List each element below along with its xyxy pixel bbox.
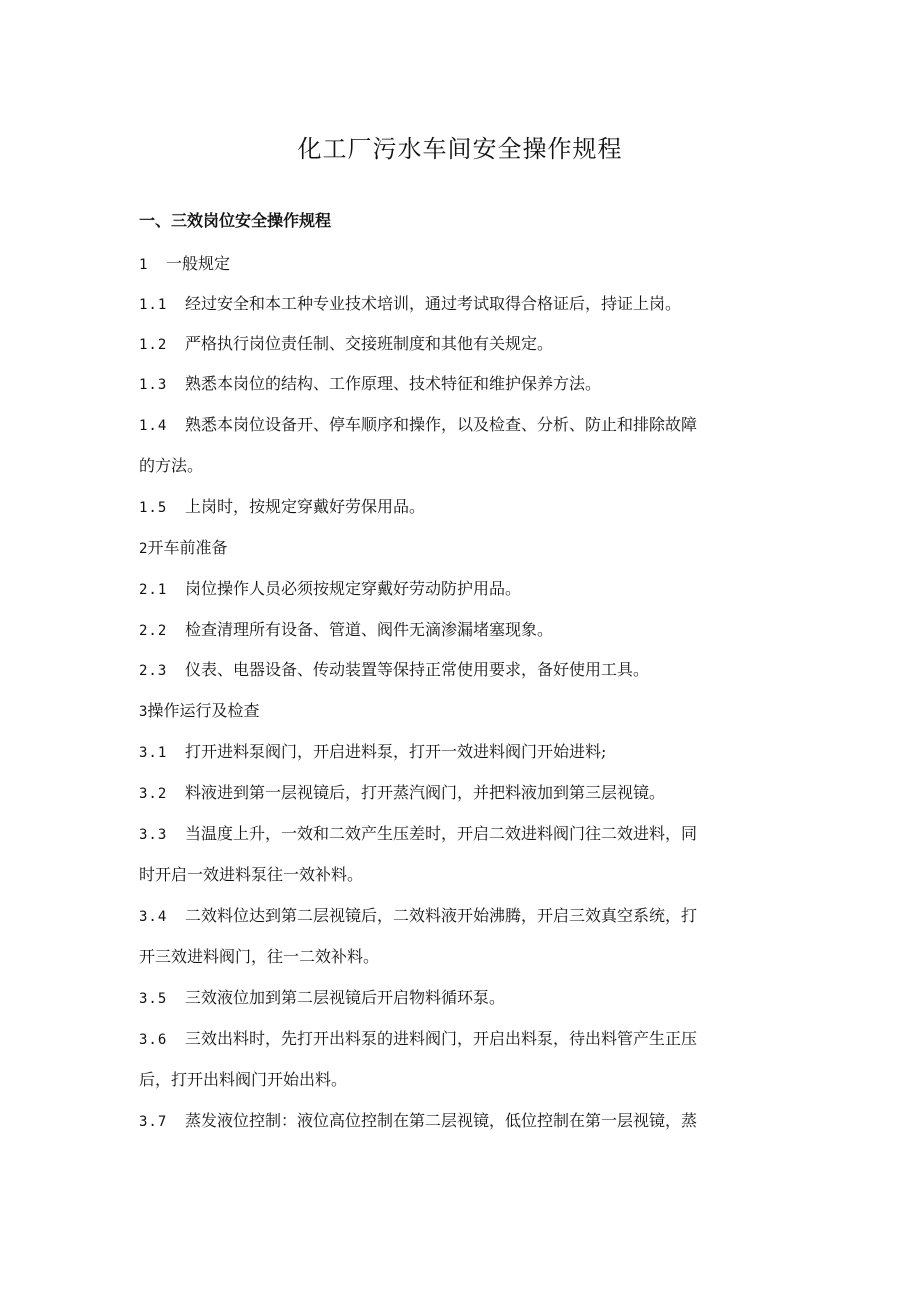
item-number: 1.4 <box>139 418 168 434</box>
item-text: 经过安全和本工种专业技术培训，通过考试取得合格证后，持证上岗。 <box>185 294 682 313</box>
item-text-continuation: 时开启一效进料泵往一效补料。 <box>139 865 364 884</box>
item-text: 二效料位达到第二层视镜后，二效料液开始沸腾，开启三效真空系统，打 <box>185 906 698 925</box>
section-heading: 一、三效岗位安全操作规程 <box>139 211 332 230</box>
subsection-heading <box>139 533 227 564</box>
list-item-continuation <box>139 860 363 890</box>
list-item <box>139 901 697 932</box>
item-number: 1.1 <box>139 297 168 313</box>
item-text-continuation: 开三效进料阀门，往一二效补料。 <box>139 947 380 966</box>
item-number: 1 <box>139 257 148 273</box>
item-text: 仪表、电器设备、传动装置等保持正常使用要求，备好使用工具。 <box>185 660 650 679</box>
list-item-continuation <box>139 1065 347 1095</box>
item-text-continuation: 的方法。 <box>139 456 204 475</box>
list-item <box>139 289 681 320</box>
item-text: 严格执行岗位责任制、交接班制度和其他有关规定。 <box>185 334 554 353</box>
list-item <box>139 983 505 1014</box>
list-item <box>139 369 601 400</box>
item-text: 三效液位加到第二层视镜后开启物料循环泵。 <box>185 988 506 1007</box>
subsection-heading <box>139 249 230 280</box>
item-number: 2.1 <box>139 582 168 598</box>
item-text: 开车前准备 <box>147 538 228 557</box>
item-text: 上岗时，按规定穿戴好劳保用品。 <box>185 497 426 516</box>
item-number: 3.3 <box>139 827 168 843</box>
item-text: 一般规定 <box>166 254 231 273</box>
list-item-continuation <box>139 451 203 481</box>
list-item <box>139 329 553 360</box>
subsection-heading <box>139 696 259 727</box>
list-item <box>139 1106 697 1137</box>
item-text: 料液进到第一层视镜后，打开蒸汽阀门，并把料液加到第三层视镜。 <box>185 783 666 802</box>
item-text: 岗位操作人员必须按规定穿戴好劳动防护用品。 <box>185 579 522 598</box>
document-title: 化工厂污水车间安全操作规程 <box>297 135 623 163</box>
item-number: 3.2 <box>139 786 168 802</box>
item-number: 3.5 <box>139 991 168 1007</box>
list-item <box>139 778 665 809</box>
item-number: 3.1 <box>139 745 168 761</box>
item-number: 2 <box>139 541 148 557</box>
list-item <box>139 819 697 850</box>
list-item <box>139 492 425 523</box>
list-item <box>139 410 697 441</box>
list-item <box>139 574 521 605</box>
list-item <box>139 737 606 768</box>
item-number: 3 <box>139 704 148 720</box>
item-number: 1.5 <box>139 500 168 516</box>
item-text: 熟悉本岗位的结构、工作原理、技术特征和维护保养方法。 <box>185 374 602 393</box>
item-number: 2.2 <box>139 623 168 639</box>
item-text: 熟悉本岗位设备开、停车顺序和操作，以及检查、分析、防止和排除故障 <box>185 415 698 434</box>
item-text: 当温度上升，一效和二效产生压差时，开启二效进料阀门往二效进料，同 <box>185 824 698 843</box>
list-item <box>139 655 649 686</box>
list-item <box>139 615 553 646</box>
item-text: 蒸发液位控制：液位高位控制在第二层视镜，低位控制在第一层视镜，蒸 <box>185 1111 698 1130</box>
item-number: 3.4 <box>139 909 168 925</box>
list-item-continuation <box>139 942 379 972</box>
list-item <box>139 1024 697 1055</box>
item-text: 三效出料时，先打开出料泵的进料阀门，开启出料泵，待出料管产生正压 <box>185 1029 698 1048</box>
item-text: 操作运行及检查 <box>147 701 260 720</box>
item-number: 3.6 <box>139 1032 168 1048</box>
item-text-continuation: 后，打开出料阀门开始出料。 <box>139 1070 348 1089</box>
item-number: 1.3 <box>139 377 168 393</box>
item-number: 2.3 <box>139 663 168 679</box>
item-number: 1.2 <box>139 337 168 353</box>
item-number: 3.7 <box>139 1114 168 1130</box>
item-text: 检查清理所有设备、管道、阀件无滴渗漏堵塞现象。 <box>185 620 554 639</box>
item-text: 打开进料泵阀门，开启进料泵，打开一效进料阀门开始进料; <box>185 742 607 761</box>
